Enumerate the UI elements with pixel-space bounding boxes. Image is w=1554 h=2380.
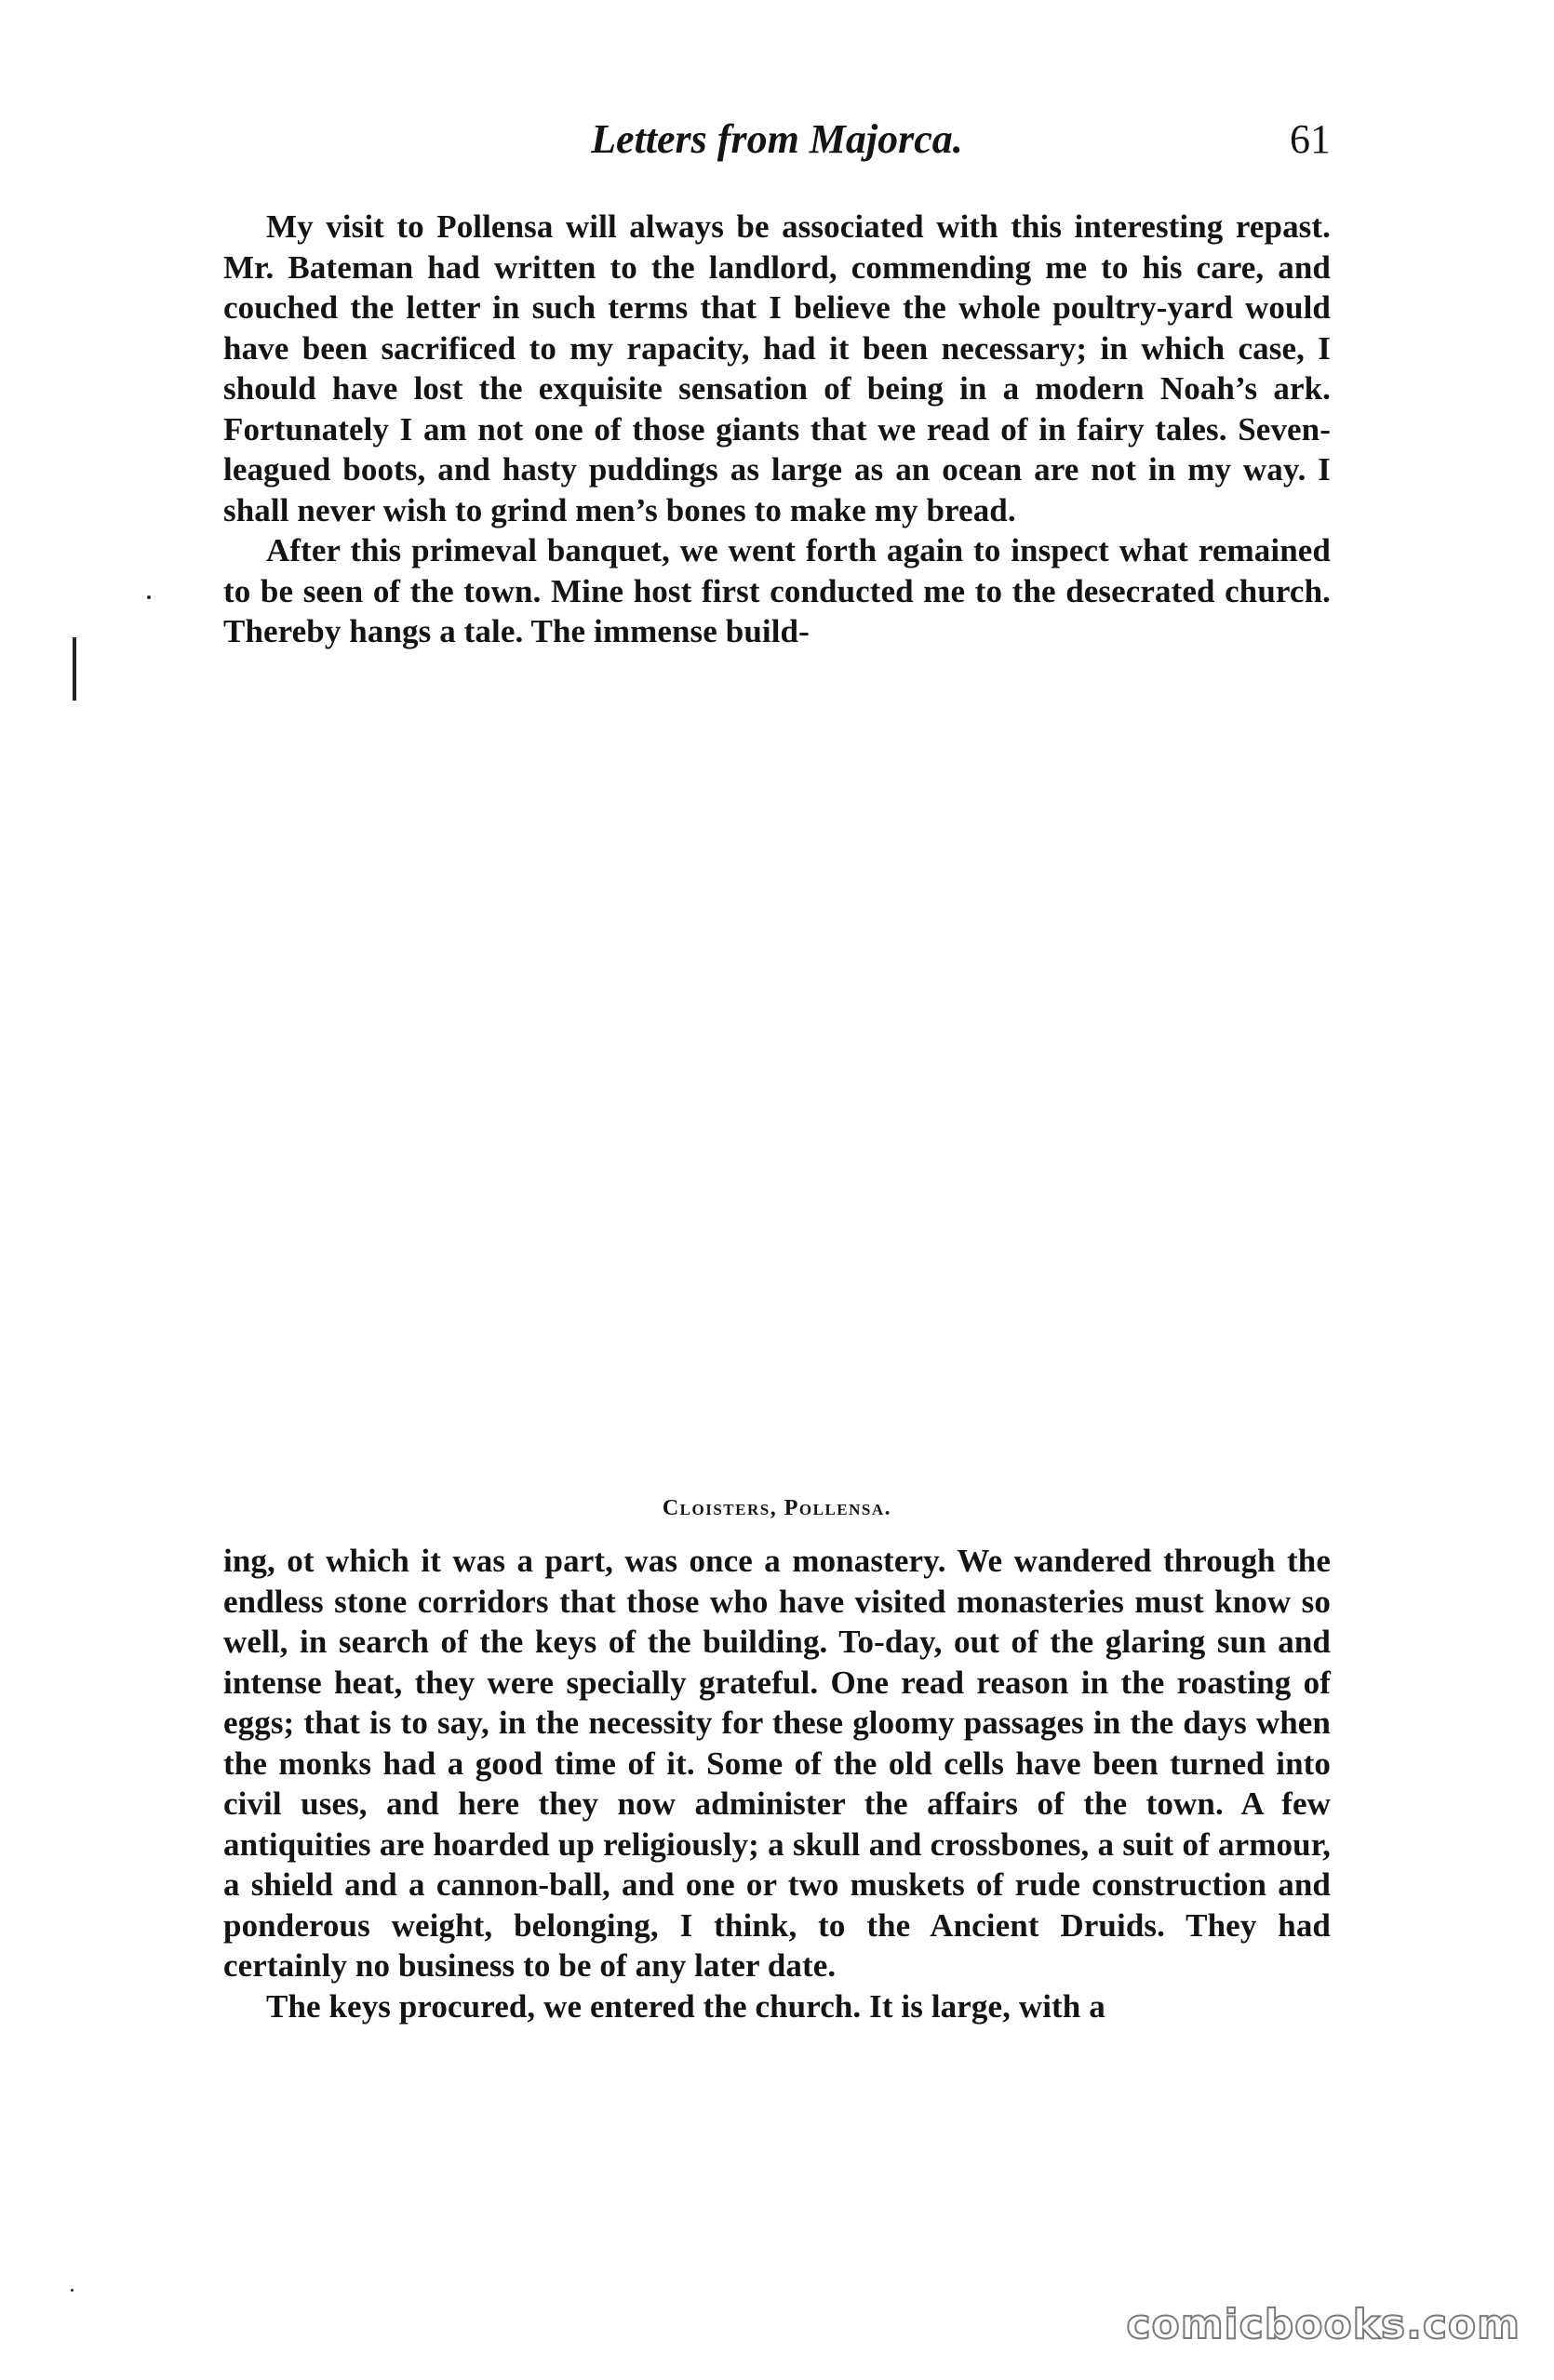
text-block-top [223, 207, 1331, 652]
margin-dot-mark [147, 595, 151, 599]
paragraph: After this primeval banquet, we went forth again to inspect what remained to be seen of the town. Mine host first conducted me to the desecrated church. Thereby hangs a tale. The immense build- [223, 532, 1331, 649]
illustration-caption: Cloisters, Pollensa. [662, 1496, 892, 1520]
paragraph: The keys procured, we entered the church. It is large, with a [266, 1987, 1105, 2025]
running-title: Letters from Majorca. [591, 116, 963, 162]
illustration-blank-area [223, 735, 1331, 1461]
text-block-bottom [223, 1541, 1331, 2026]
page-number: 61 [1290, 116, 1331, 162]
paragraph: My visit to Pollensa will always be associated with this interesting repast. Mr. Bateman had written to the landlord, commending me to his care, and couched the letter in such terms that I believe the whole poultry-yard would have been sacrificed to my rapacity, had it been necessary; in which case, I should have lost the exquisite sensation of being in a modern Noah’s ark. Fortunately I am not one of those giants that we read of in fairy tales. Seven-leagued boots, and hasty puddings as large as an ocean are not in my way. I shall never wish to grind men’s bones to make my bread. [223, 208, 1331, 528]
paragraph: ing, ot which it was a part, was once a monastery. We wandered through the endless stone corridors that those who have visited monasteries must know so well, in search of the keys of the building. To-day, out of the glaring sun and intense heat, they were specially grateful. One read reason in the roasting of eggs; that is to say, in the necessity for these gloomy passages in the days when the monks had a good time of it. Some of the old cells have been turned into civil uses, and here they now administer the affairs of the town. A few antiquities are hoarded up religiously; a skull and crossbones, a suit of armour, a shield and a cannon-ball, and one or two muskets of rude construction and ponderous weight, belonging, I think, to the Ancient Druids. They had certainly no business to be of any later date. [223, 1543, 1331, 1984]
margin-line-mark [73, 637, 76, 701]
page-header [223, 114, 1331, 169]
margin-dot-mark [71, 2289, 74, 2292]
watermark-logo: comicbooks.com [1126, 2301, 1521, 2348]
